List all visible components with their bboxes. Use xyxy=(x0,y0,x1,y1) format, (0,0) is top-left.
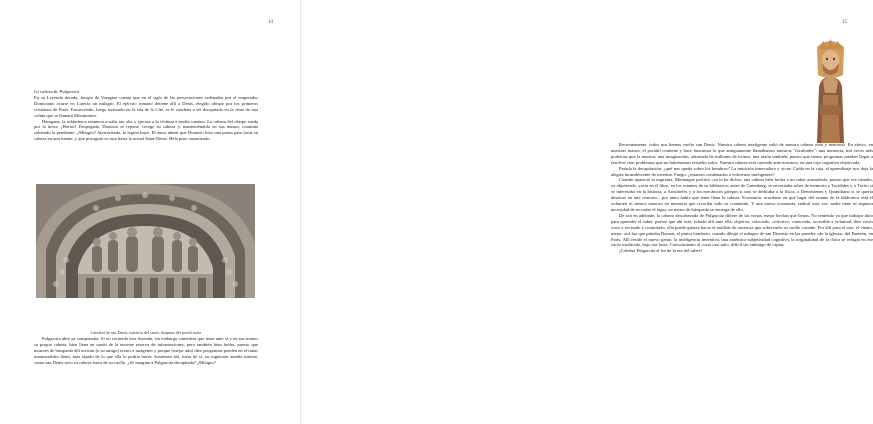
chapter-title: La cabeza de Pulgarcita xyxy=(34,89,79,94)
bottom-paragraph: Pulgarcita abre su computador. Si no recuerda esta leyenda, sin embargo considera que tiene ante sí y en sus manos su propia cabeza, bien llena en razón de la enorme reserva de informaciones, pero también bien hecha, puesto que motores de búsqueda allí activan (o su amigo) textos e imágenes y porque (mejor aún) diez programas pueden en el tratar innumerables datos, más rápido de lo que ella lo podría hacer. Sostienen ahí, fuera de sí, su cognición antaño interna, como san Denis tuvo su cabeza fuera de su cuello. ¿Se imagina a Pulgarcita decapitada? ¿Milagro? xyxy=(34,336,258,365)
intro-paragraph-1: En su Leyenda dorada, Jacopo de Voragine cuenta que en el siglo de las persecuciones ordenadas por el emperador Domiciano ocurre en Lutecia un milagro. El ejército romano detiene allí a Denis, elegido obispo por los primeros cristianos de París. Encarcelado, luego torturado en la isla de la Cité, se le condena a ser decapitado en la cima de una colina que se llamará Montmartre. xyxy=(34,94,258,118)
right-paragraph-2: Pasada la decapitación, ¿qué nos queda sobre los hombros? La intuición innovadora y vivaz. Caída en la caja, el aprendizaje nos deja la alegría incandescente de inventar. Fuego: ¿estamos condenados a volvernos inteligentes? xyxy=(611,165,873,177)
right-page-number: 15 xyxy=(842,20,847,25)
left-page-number: 14 xyxy=(268,20,273,25)
saint-denis-statue-image xyxy=(803,37,858,143)
left-bottom-text xyxy=(34,336,258,366)
photo-caption: Catedral de san Denis, martirio del santo, tímpano del portal norte xyxy=(90,330,202,335)
right-page xyxy=(300,0,873,424)
right-paragraph-4: De acá en adelante, la cabeza descabezada de Pulgarcita difiere de las viejas, mejor hechas que llenas. No teniendo ya que trabajar duro para aprender el saber, puesto que ahí está, echado allí ante ella, objetivo, colectado, colectivo, conectado, accesible a voluntad, diez veces visto y revisado y controlado, ella puede girarse hacia el mullido de ausencia que sobrevuela su cuello cortado. Por allí pasa el aire, el viento, mejor: acá luz que pintaba Bonnat, el pintor bombero, cuando dibujó el milagro de san Dionisio en las paredes «de la iglesia» del Panteón, en París. Allí reside el nuevo genio, la inteligencia inventiva, una auténtica subjetividad cognitiva, la originalidad de la chica se refugia en ese vacío traslúcido, bajo esa brisa. Conocimiento al costo casi nulo, difícil sin embargo de captar. xyxy=(611,212,873,248)
intro-paragraph-2: Haragana, la soldadesca renuncia a subir tan alto y ejecuta a la víctima a medio camino. La cabeza del obispo rueda por la tierra. ¡Horror! Despegada, Dionisio se repone, recoge su cabeza y, manteniéndola en sus manos, continúa subiendo la pendiente. ¿Milagro? Aterrorizada, la legión huye. El autor añade que Dionisio hizo una pausa para lavar su cabeza en una fuente, y que prosiguió su ruta hasta la actual Saint-Denis. Hela pues canonizado. xyxy=(34,118,258,142)
cathedral-tympanum-photo xyxy=(36,184,255,298)
right-paragraph-3: Cuando apareció la imprenta, Montaigne prefirió «ya lo he dicho» una cabeza bien hecha a un saber acumulado, puesto que ese cúmulo, ya objetivado, yacía en el libro, en los estantes de su biblioteca; antes de Gutenberg, se necesitaba saber de memoria a Tucídides y a Tácito si se interesaba en la historia, a Aristóteles y a los mecánicos griegos si uno se dedicaba a la física, a Demóstenes y Quintiliano si se quería destacar en arte oratorio... por tanto había que tener llena la cabeza. Economía: acordarse en qué lugar del estante de la biblioteca está el volumen es menos oneroso en memoria que recordar todo su contenido. Y una nueva economía, radical esta vez: nadie tiene ni siquiera necesidad de recordar el lugar, un motor de búsqueda se encarga de ello. xyxy=(611,177,873,212)
chapter-intro xyxy=(34,89,258,142)
right-column-text xyxy=(611,142,873,254)
left-page xyxy=(0,0,300,424)
right-paragraph-1: Recientemente, todos nos hemos vuelto san Denis. Nuestra cabeza inteligente salió de nuestra cabeza ósea y neuronal. En efecto, en nuestras manos, el portátil contiene y hace funcionar lo que antiguamente llamábamos nuestras "facultades": una memoria, mil veces más poderosa que la nuestra; una imaginación, adornada de millones de íconos; una razón también, puesto que tantos programas pueden llegar a resolver cien problemas que no hubiéramos resuelto solos. Nuestra cabeza está cayendo ante nosotros, en una caja cognitiva objetivada. xyxy=(611,142,873,165)
right-paragraph-5: ¿Celebra Pulgarcita el fin de la era del saber? xyxy=(619,248,703,254)
